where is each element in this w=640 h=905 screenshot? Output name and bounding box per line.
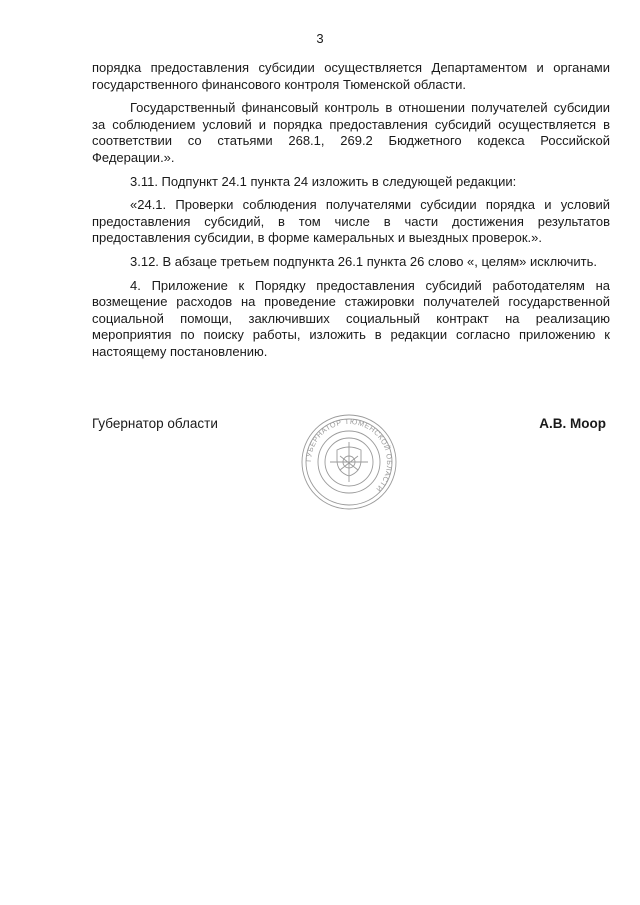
- signature-name: А.В. Моор: [539, 416, 606, 431]
- paragraph-6: 4. Приложение к Порядку предоставления субсидий работодателям на возмещение расходов на проведение стажировки получателей государственной социальной помощи, заключивших социальный контракт на реализацию мероприятия по поиску работы, изложить в редакции согласно приложению к настоящему постановлению.: [92, 277, 610, 359]
- seal-text: ГУБЕРНАТОР ТЮМЕНСКОЙ ОБЛАСТИ: [303, 416, 395, 494]
- signature-title: Губернатор области: [92, 416, 218, 431]
- paragraph-2: Государственный финансовый контроль в отношении получателей субсидии за соблюдением условий и порядка предоставления субсидий осуществляется в соответствии со статьями 268.1, 269.2 Бюджетного кодекса Российской Федерации.».: [92, 100, 610, 165]
- paragraph-1: порядка предоставления субсидии осуществляется Департаментом и органами государственного финансового контроля Тюменской области.: [92, 60, 610, 92]
- paragraph-5: 3.12. В абзаце третьем подпункта 26.1 пункта 26 слово «, целям» исключить.: [130, 253, 598, 269]
- page-number: 3: [316, 31, 324, 46]
- paragraph-3: 3.11. Подпункт 24.1 пункта 24 изложить в следующей редакции:: [130, 173, 517, 189]
- paragraph-4: «24.1. Проверки соблюдения получателями субсидии порядка и условий предоставления субсидий, в том числе в части достижения результатов предоставления субсидии, в форме камеральных и выездных проверок.».: [92, 197, 610, 246]
- document-body: [92, 60, 610, 368]
- official-seal-stamp: [290, 412, 408, 512]
